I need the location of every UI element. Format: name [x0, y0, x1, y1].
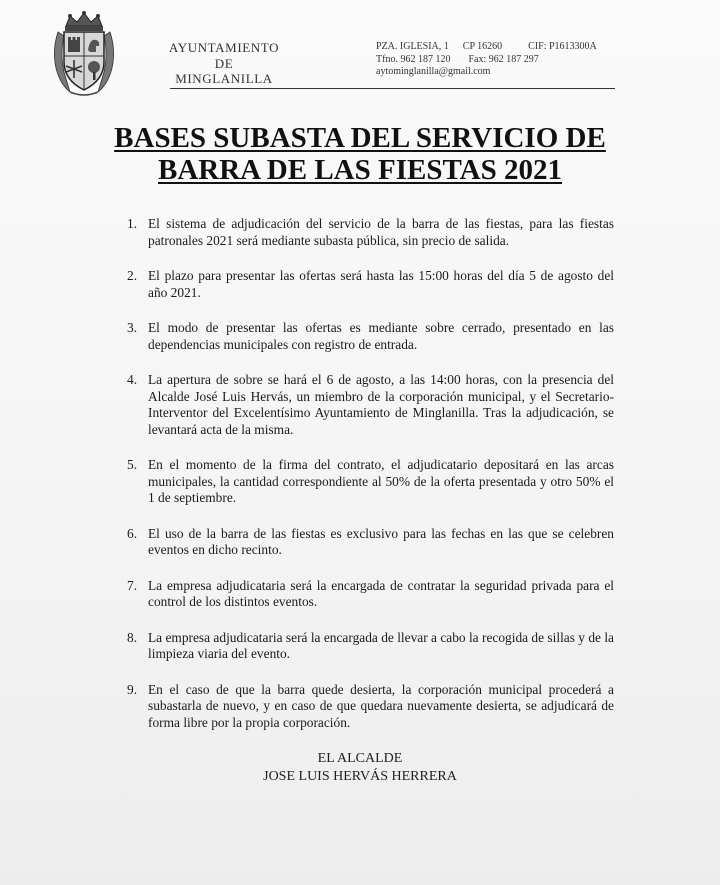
clause-text: El sistema de adjudicación del servicio de la barra de las fiestas, para las fiestas patronales 2021 será mediante subasta pública, sin precio de salida.	[148, 216, 614, 248]
coat-of-arms-icon	[50, 10, 118, 98]
cif: CIF: P1613300A	[528, 41, 597, 52]
clause-number: 6.	[127, 525, 138, 541]
clause-text: El uso de la barra de las fiestas es exclusivo para las fechas en las que se celebren eventos en dicho recinto.	[148, 525, 614, 557]
list-item	[120, 526, 614, 559]
document-title	[0, 122, 720, 186]
fax: Fax: 962 187 297	[468, 53, 539, 65]
clause-text: La apertura de sobre se hará el 6 de agosto, a las 14:00 horas, con la presencia del Alcalde José Luis Hervás, un miembro de la corporación municipal, y el Secretario-Interventor del Excelentísimo Ayuntamiento de Minglanilla. Tras la adjudicación, se levantará acta de la misma.	[148, 372, 614, 437]
clause-text: El plazo para presentar las ofertas será hasta las 15:00 horas del día 5 de agosto del año 2021.	[148, 268, 614, 300]
org-line-2: DE	[214, 55, 234, 71]
clause-number: 5.	[127, 457, 138, 472]
clause-text: El modo de presentar las ofertas es mediante sobre cerrado, presentado en las dependencias municipales con registro de entrada.	[148, 320, 614, 352]
clause-text: La empresa adjudicataria será la encargada de llevar a cabo la recogida de sillas y de la limpieza viaria del evento.	[148, 629, 614, 661]
header-divider	[170, 88, 615, 89]
list-item	[120, 216, 614, 249]
list-item	[120, 457, 614, 507]
clause-number: 9.	[127, 681, 138, 697]
clause-number: 3.	[127, 320, 138, 335]
clause-text: En el caso de que la barra quede desierta, la corporación municipal procederá a subastarla de nuevo, y en caso de que quedara nuevamente desierta, se adjudicará de forma libre por la propia corporación.	[148, 681, 614, 730]
title-line-2: BARRA DE LAS FIESTAS 2021	[158, 154, 562, 186]
clause-text: En el momento de la firma del contrato, el adjudicatario depositará en las arcas municipales, la cantidad correspondiente al 50% de la oferta presentada y otro 50% el 1 de septiembre.	[148, 457, 614, 505]
org-line-1: AYUNTAMIENTO	[168, 40, 280, 55]
clause-list	[120, 216, 614, 750]
clause-number: 7.	[127, 577, 138, 593]
org-line-3: MINGLANILLA	[175, 71, 273, 86]
list-item	[120, 372, 614, 438]
signature-role: EL ALCALDE	[317, 751, 403, 766]
clause-text: La empresa adjudicataria será la encargada de contratar la seguridad privada para el control de los distintos eventos.	[148, 577, 614, 609]
list-item	[120, 630, 614, 663]
email: aytominglanilla@gmail.com	[376, 66, 491, 77]
list-item	[120, 268, 614, 301]
postcode: CP 16260	[462, 41, 503, 52]
clause-number: 4.	[127, 372, 138, 387]
phone: Tfno. 962 187 120	[376, 53, 451, 65]
title-line-1: BASES SUBASTA DEL SERVICIO DE	[114, 122, 606, 154]
list-item	[120, 578, 614, 611]
signature-name: JOSE LUIS HERVÁS HERRERA	[263, 769, 457, 784]
contact-block	[376, 41, 597, 79]
clause-number: 2.	[127, 268, 138, 283]
address: PZA. IGLESIA, 1	[376, 41, 449, 52]
list-item	[120, 682, 614, 732]
municipality-name	[152, 40, 296, 87]
list-item	[120, 320, 614, 353]
clause-number: 1.	[127, 216, 138, 231]
clause-number: 8.	[127, 629, 138, 645]
